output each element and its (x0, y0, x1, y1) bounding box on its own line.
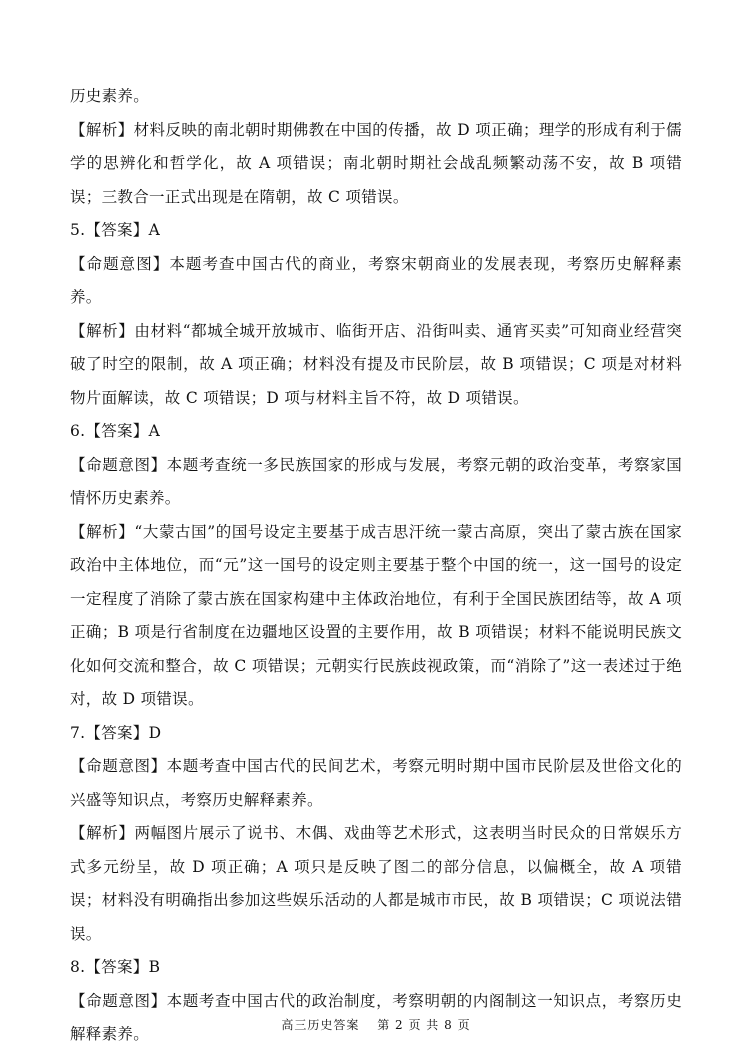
paragraph: 【命题意图】本题考查中国古代的民间艺术，考察元明时期中国市民阶层及世俗文化的兴盛等知识点，考察历史解释素养。 (70, 757, 682, 809)
paragraph: 【解析】材料反映的南北朝时期佛教在中国的传播，故 D 项正确；理学的形成有利于儒学的思辨化和哲学化，故 A 项错误；南北朝时期社会战乱频繁动荡不安，故 B 项错误；三教合一正式出现是在隋朝，故 C 项错误。 (70, 120, 682, 206)
answer-heading: 5.【答案】A (70, 221, 161, 239)
answer-heading: 8.【答案】B (70, 958, 161, 976)
paragraph: 历史素养。 (70, 87, 150, 105)
page-footer: 高三历史答案 第 2 页 共 8 页 (281, 1018, 471, 1032)
paragraph: 【命题意图】本题考查中国古代的政治制度，考察明朝的内阁制这一知识点，考察历史解释素养。 (70, 991, 682, 1043)
answer-heading: 7.【答案】D (70, 723, 162, 742)
paragraph: 【命题意图】本题考查统一多民族国家的形成与发展，考察元朝的政治变革，考察家国情怀历史素养。 (70, 455, 682, 507)
paragraph: 【命题意图】本题考查中国古代的商业，考察宋朝商业的发展表现，考察历史解释素养。 (70, 254, 682, 306)
answer-content (70, 80, 682, 1052)
paragraph: 【解析】由材料“都城全城开放城市、临街开店、沿街叫卖、通宵买卖”可知商业经营突破了时空的限制，故 A 项正确；材料没有提及市民阶层，故 B 项错误；C 项是对材料物片面解读，故 C 项错误；D 项与材料主旨不符，故 D 项错误。 (70, 321, 682, 407)
paragraph: 【解析】两幅图片展示了说书、木偶、戏曲等艺术形式，这表明当时民众的日常娱乐方式多元纷呈，故 D 项正确；A 项只是反映了图二的部分信息，以偏概全，故 A 项错误；材料没有明确指出参加这些娱乐活动的人都是城市市民，故 B 项错误；C 项说法错误。 (70, 824, 682, 943)
paragraph: 【解析】“大蒙古国”的国号设定主要基于成吉思汗统一蒙古高原，突出了蒙古族在国家政治中主体地位，而“元”这一国号的设定则主要基于整个中国的统一，这一国号的设定一定程度了消除了蒙古族在国家构建中主体政治地位，有利于全国民族团结等，故 A 项正确；B 项是行省制度在边疆地区设置的主要作用，故 B 项错误；材料不能说明民族文化如何交流和整合，故 C 项错误；元朝实行民族歧视政策，而“消除了”这一表述过于绝对，故 D 项错误。 (70, 522, 682, 708)
answer-heading: 6.【答案】A (70, 422, 161, 440)
